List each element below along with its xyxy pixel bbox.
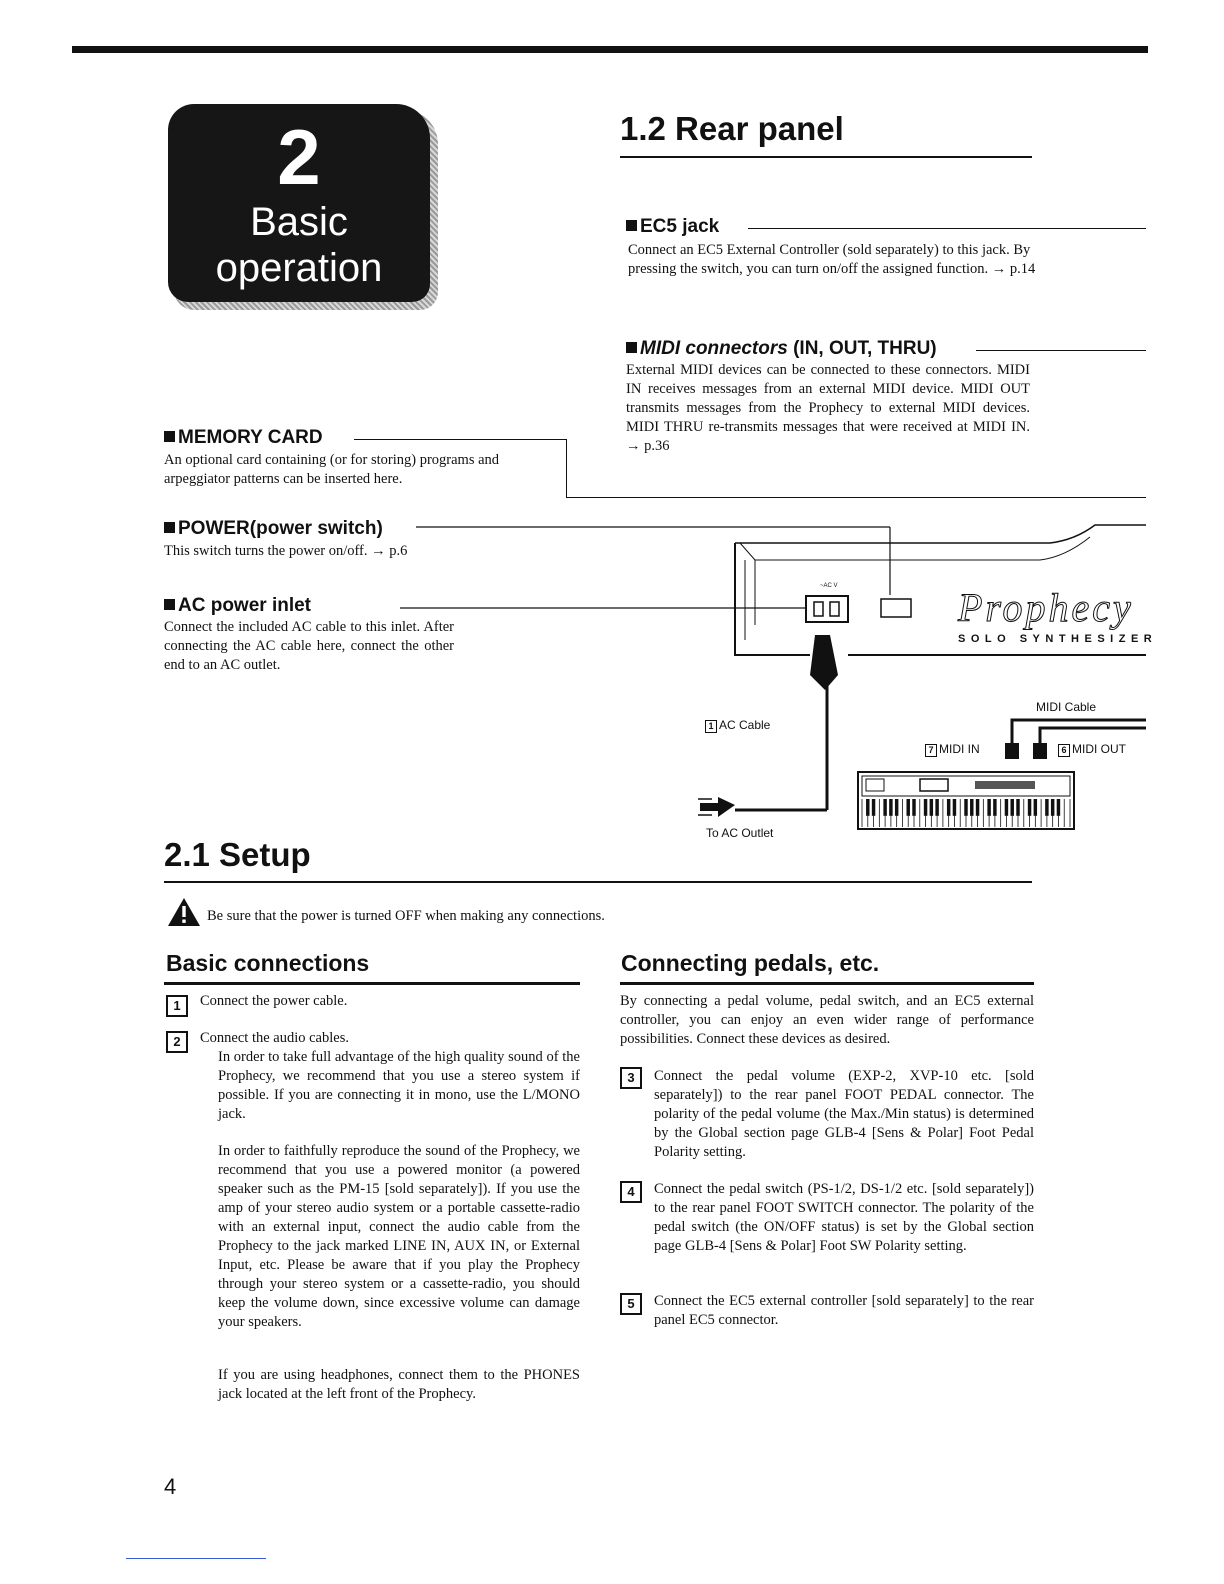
top-bar: [72, 46, 1148, 53]
black-key: [866, 799, 869, 816]
midi-leader: [976, 350, 1146, 351]
basic-connections-heading: Basic connections: [166, 950, 370, 976]
black-key: [872, 799, 875, 816]
chapter-title-line1: Basic: [250, 200, 348, 244]
memory-card-title: MEMORY CARD: [178, 427, 323, 448]
ac-inlet-text: Connect the included AC cable to this inlet. After connecting the AC cable here, connect the other end to an AC outlet.: [164, 619, 454, 673]
chapter-badge: [168, 104, 438, 310]
black-key: [1051, 799, 1054, 816]
outlet-plug: [700, 797, 735, 817]
step-badge: 3: [620, 1067, 642, 1089]
step-badge: 1: [166, 995, 188, 1017]
midi-out-label: [1058, 742, 1126, 757]
ec5-title: EC5 jack: [640, 216, 720, 237]
black-key: [895, 799, 898, 816]
audio-paragraph-1: In order to take full advantage of the high quality sound of the Prophecy, we recommend that you use a stereo system if possible. If you are connecting it in mono, use the L/MONO jack.: [218, 1049, 580, 1122]
black-key: [1057, 799, 1060, 816]
memory-card-leader-bottom: [566, 497, 1146, 498]
connecting-pedals-heading: Connecting pedals, etc.: [621, 950, 880, 976]
black-key: [964, 799, 967, 816]
black-key: [976, 799, 979, 816]
black-key: [953, 799, 956, 816]
warning-text: Be sure that the power is turned OFF when making any connections.: [207, 908, 605, 924]
bullet-square: [164, 431, 175, 442]
memory-card-leader-vertical: [566, 439, 567, 497]
midi-plug-out: [1033, 743, 1047, 759]
ac-plug: [810, 635, 838, 690]
bullet-square: [626, 220, 637, 231]
black-key: [935, 799, 938, 816]
black-key: [1034, 799, 1037, 816]
step-badge: 5: [620, 1293, 642, 1315]
black-key: [1005, 799, 1008, 816]
step2-text: Connect the audio cables.: [200, 1030, 349, 1046]
step4-text: Connect the pedal switch (PS-1/2, DS-1/2 etc. [sold separately]) to the rear panel FOOT SWITCH connector. The polarity of the pedal switch (the ON/OFF status) is set by the Global section page GLB-4 [Sens & Polar] Foot SW Polarity setting.: [654, 1181, 1034, 1254]
footer-line: [126, 1558, 266, 1559]
midi-in-step: 7: [925, 744, 937, 757]
step-badge: 2: [166, 1031, 188, 1053]
chapter-number: 2: [277, 113, 321, 201]
setup-rule: [164, 881, 1032, 883]
audio-paragraph-2: In order to faithfully reproduce the sound of the Prophecy, we recommend that you use a powered monitor (a powered speaker such as the PM-15 [sold separately]). If you use the amp of your stereo audio system or a portable cassette-radio with an external input, connect the audio cable from the Prophecy to the jack marked LINE IN, AUX IN, or External Input, etc. Please be aware that if you play the Prophecy through your stereo system or a cassette-radio, you should keep the volume down, since excessive volume can damage your speakers.: [218, 1143, 580, 1330]
step5-text: Connect the EC5 external controller [sold separately] to the rear panel EC5 connector.: [654, 1293, 1034, 1328]
setup-heading: 2.1 Setup: [164, 836, 311, 873]
brand-subtitle: SOLO SYNTHESIZER: [958, 633, 1158, 645]
black-key: [930, 799, 933, 816]
black-key: [947, 799, 950, 816]
to-outlet-label: To AC Outlet: [706, 826, 774, 840]
memory-card-leader: [354, 439, 566, 440]
power-heading: [164, 518, 383, 540]
black-key: [970, 799, 973, 816]
chapter-title-line2: operation: [215, 246, 383, 290]
black-key: [912, 799, 915, 816]
warning-icon: [167, 897, 201, 927]
brand-logo: Prophecy: [958, 585, 1134, 630]
voltage-label: ~AC V: [820, 583, 838, 589]
ac-cable-step: 1: [705, 720, 717, 733]
rear-panel-heading: 1.2 Rear panel: [620, 110, 844, 147]
ec5-heading: [626, 216, 719, 238]
power-switch: [881, 599, 911, 617]
bullet-square: [164, 599, 175, 610]
black-key: [1010, 799, 1013, 816]
midi-out-text: MIDI OUT: [1072, 742, 1126, 756]
black-key: [924, 799, 927, 816]
pedals-intro: By connecting a pedal volume, pedal switch, and an EC5 external controller, you can enjoy an even wider range of performance possibilities. Connect these devices as desired.: [620, 993, 1034, 1047]
black-key: [987, 799, 990, 816]
midi-out-step: 6: [1058, 744, 1070, 757]
rear-panel-rule: [620, 156, 1032, 158]
step3-text: Connect the pedal volume (EXP-2, XVP-10 etc. [sold separately]) to the rear panel FOOT PEDAL connector. The polarity of the pedal volume (the Max./Min status) is determined by the Global section page GLB-4 [Sens & Polar] Foot Pedal Polarity setting.: [654, 1068, 1034, 1160]
midi-heading: [626, 338, 937, 360]
ac-inlet-title: AC power inlet: [178, 595, 312, 616]
memory-card-heading: [164, 427, 323, 449]
black-key: [883, 799, 886, 816]
step-badge: 4: [620, 1181, 642, 1203]
synth-inner-line: [740, 537, 1090, 560]
black-key: [889, 799, 892, 816]
audio-paragraph-3: If you are using headphones, connect them to the PHONES jack located at the left front of the Prophecy.: [218, 1367, 580, 1402]
midi-title: MIDI connectors: [640, 338, 788, 359]
bullet-square: [164, 522, 175, 533]
ec5-leader: [748, 228, 1146, 229]
page-number: 4: [164, 1474, 177, 1499]
ac-cable-label: [705, 718, 770, 733]
black-key: [906, 799, 909, 816]
basic-connections-rule: [164, 982, 580, 985]
midi-in-label: [925, 742, 980, 757]
ac-cable-text: AC Cable: [719, 718, 771, 732]
black-key: [1016, 799, 1019, 816]
memory-card-text: An optional card containing (or for storing) programs and arpeggiator patterns can be inserted here.: [164, 452, 500, 487]
black-key: [1045, 799, 1048, 816]
bullet-square: [626, 342, 637, 353]
midi-text: External MIDI devices can be connected to these connectors. MIDI IN receives messages from an external MIDI device. MIDI OUT transmits messages from the Prophecy to external MIDI devices. MIDI THRU re-transmits messages that were received at MIDI IN. → p.36: [626, 362, 1030, 454]
midi-in-text: MIDI IN: [939, 742, 980, 756]
rear-panel-diagram: [400, 515, 1160, 850]
keyboard-controls: [975, 781, 1035, 789]
midi-title-rest: (IN, OUT, THRU): [787, 338, 937, 359]
ec5-text: Connect an EC5 External Controller (sold separately) to this jack. By pressing the switch, you can turn on/off the assigned function. → p.14: [628, 242, 1036, 277]
black-key: [993, 799, 996, 816]
midi-plug-in: [1005, 743, 1019, 759]
synth-top-edge: [735, 525, 1146, 543]
step1-text: Connect the power cable.: [200, 993, 348, 1009]
ac-inlet-heading: [164, 595, 311, 617]
midi-cable-label: MIDI Cable: [1036, 700, 1097, 714]
connecting-pedals-rule: [620, 982, 1034, 985]
power-text: This switch turns the power on/off. → p.6: [164, 543, 408, 559]
ac-inlet-connector: [806, 596, 848, 622]
black-key: [1028, 799, 1031, 816]
power-title: POWER(power switch): [178, 518, 383, 539]
